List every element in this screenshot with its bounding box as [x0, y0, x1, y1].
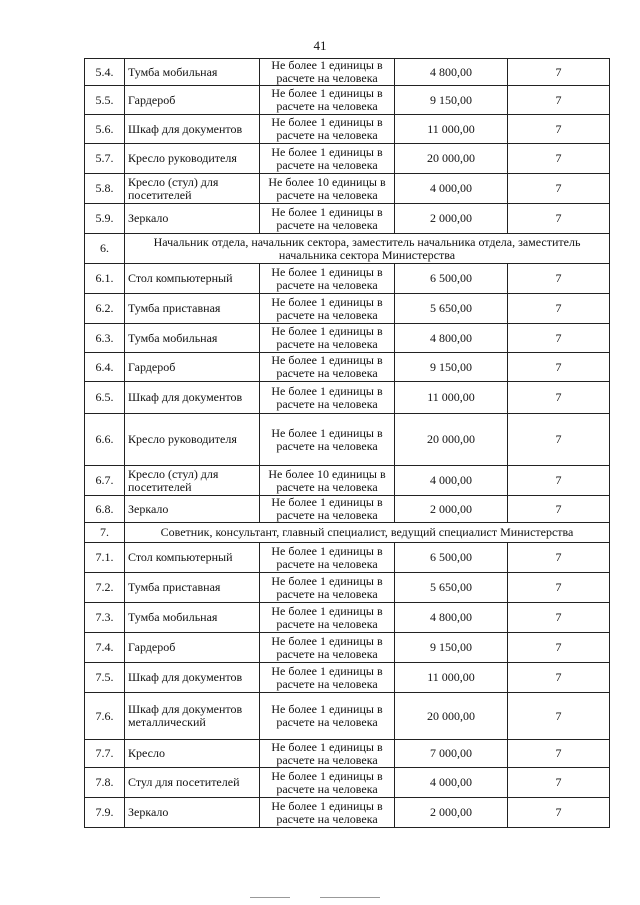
item-norm: Не более 1 единицы в расчете на человека	[260, 603, 395, 633]
row-number: 6.	[85, 234, 125, 264]
item-service-life: 7	[508, 693, 610, 740]
row-number: 7.	[85, 523, 125, 543]
table-row	[85, 174, 610, 204]
item-service-life: 7	[508, 496, 610, 523]
row-number: 5.7.	[85, 144, 125, 174]
section-row	[85, 234, 610, 264]
row-number: 5.4.	[85, 59, 125, 86]
item-norm: Не более 1 единицы в расчете на человека	[260, 382, 395, 414]
row-number: 6.4.	[85, 353, 125, 382]
row-number: 6.8.	[85, 496, 125, 523]
section-row	[85, 523, 610, 543]
table-row	[85, 204, 610, 234]
item-service-life: 7	[508, 543, 610, 573]
item-service-life: 7	[508, 414, 610, 466]
item-norm: Не более 1 единицы в расчете на человека	[260, 496, 395, 523]
item-name: Шкаф для документов	[125, 663, 260, 693]
furniture-norms-table	[84, 58, 610, 828]
item-service-life: 7	[508, 798, 610, 828]
item-price: 4 800,00	[395, 59, 508, 86]
table-row	[85, 768, 610, 798]
item-service-life: 7	[508, 740, 610, 768]
row-number: 7.8.	[85, 768, 125, 798]
item-name: Тумба приставная	[125, 573, 260, 603]
table-row	[85, 573, 610, 603]
item-price: 7 000,00	[395, 740, 508, 768]
item-name: Зеркало	[125, 798, 260, 828]
row-number: 7.5.	[85, 663, 125, 693]
item-norm: Не более 1 единицы в расчете на человека	[260, 59, 395, 86]
item-name: Тумба мобильная	[125, 324, 260, 353]
item-name: Кресло (стул) для посетителей	[125, 174, 260, 204]
item-service-life: 7	[508, 174, 610, 204]
item-name: Стул для посетителей	[125, 768, 260, 798]
section-title: Начальник отдела, начальник сектора, заместитель начальника отдела, заместитель начальника сектора Министерства	[125, 234, 610, 264]
item-name: Стол компьютерный	[125, 543, 260, 573]
item-norm: Не более 1 единицы в расчете на человека	[260, 798, 395, 828]
item-price: 9 150,00	[395, 353, 508, 382]
row-number: 6.2.	[85, 294, 125, 324]
row-number: 6.7.	[85, 466, 125, 496]
table-body	[85, 59, 610, 828]
table-row	[85, 798, 610, 828]
row-number: 7.6.	[85, 693, 125, 740]
item-price: 4 000,00	[395, 174, 508, 204]
row-number: 5.8.	[85, 174, 125, 204]
item-name: Кресло руководителя	[125, 144, 260, 174]
item-service-life: 7	[508, 294, 610, 324]
item-name: Кресло (стул) для посетителей	[125, 466, 260, 496]
item-name: Тумба мобильная	[125, 59, 260, 86]
item-norm: Не более 1 единицы в расчете на человека	[260, 294, 395, 324]
row-number: 7.9.	[85, 798, 125, 828]
item-price: 6 500,00	[395, 264, 508, 294]
item-norm: Не более 1 единицы в расчете на человека	[260, 144, 395, 174]
item-price: 9 150,00	[395, 86, 508, 115]
table-row	[85, 466, 610, 496]
table-row	[85, 543, 610, 573]
table-row	[85, 144, 610, 174]
item-norm: Не более 1 единицы в расчете на человека	[260, 740, 395, 768]
item-norm: Не более 1 единицы в расчете на человека	[260, 264, 395, 294]
item-service-life: 7	[508, 115, 610, 144]
item-price: 5 650,00	[395, 294, 508, 324]
row-number: 7.1.	[85, 543, 125, 573]
item-service-life: 7	[508, 144, 610, 174]
item-norm: Не более 1 единицы в расчете на человека	[260, 324, 395, 353]
item-price: 11 000,00	[395, 663, 508, 693]
row-number: 5.9.	[85, 204, 125, 234]
table-row	[85, 414, 610, 466]
table-row	[85, 86, 610, 115]
item-name: Зеркало	[125, 204, 260, 234]
item-price: 9 150,00	[395, 633, 508, 663]
item-price: 2 000,00	[395, 204, 508, 234]
table-row	[85, 59, 610, 86]
item-norm: Не более 1 единицы в расчете на человека	[260, 86, 395, 115]
item-service-life: 7	[508, 264, 610, 294]
item-name: Тумба приставная	[125, 294, 260, 324]
item-name: Шкаф для документов	[125, 115, 260, 144]
section-title: Советник, консультант, главный специалист, ведущий специалист Министерства	[125, 523, 610, 543]
item-name: Кресло руководителя	[125, 414, 260, 466]
item-price: 4 800,00	[395, 603, 508, 633]
item-service-life: 7	[508, 324, 610, 353]
item-name: Гардероб	[125, 86, 260, 115]
table-row	[85, 633, 610, 663]
row-number: 5.5.	[85, 86, 125, 115]
item-name: Шкаф для документов металлический	[125, 693, 260, 740]
row-number: 7.3.	[85, 603, 125, 633]
item-norm: Не более 1 единицы в расчете на человека	[260, 204, 395, 234]
item-price: 20 000,00	[395, 144, 508, 174]
item-service-life: 7	[508, 382, 610, 414]
item-service-life: 7	[508, 466, 610, 496]
item-name: Стол компьютерный	[125, 264, 260, 294]
item-norm: Не более 1 единицы в расчете на человека	[260, 543, 395, 573]
row-number: 7.2.	[85, 573, 125, 603]
item-price: 11 000,00	[395, 382, 508, 414]
item-service-life: 7	[508, 86, 610, 115]
table-row	[85, 740, 610, 768]
row-number: 6.6.	[85, 414, 125, 466]
table-row	[85, 693, 610, 740]
item-norm: Не более 1 единицы в расчете на человека	[260, 353, 395, 382]
item-name: Тумба мобильная	[125, 603, 260, 633]
item-norm: Не более 1 единицы в расчете на человека	[260, 693, 395, 740]
table-row	[85, 353, 610, 382]
item-service-life: 7	[508, 353, 610, 382]
item-name: Зеркало	[125, 496, 260, 523]
item-price: 6 500,00	[395, 543, 508, 573]
item-service-life: 7	[508, 204, 610, 234]
item-service-life: 7	[508, 663, 610, 693]
row-number: 7.7.	[85, 740, 125, 768]
item-price: 4 000,00	[395, 466, 508, 496]
item-price: 5 650,00	[395, 573, 508, 603]
table-row	[85, 264, 610, 294]
item-price: 4 800,00	[395, 324, 508, 353]
row-number: 6.1.	[85, 264, 125, 294]
row-number: 6.5.	[85, 382, 125, 414]
item-name: Шкаф для документов	[125, 382, 260, 414]
item-norm: Не более 10 единицы в расчете на человека	[260, 174, 395, 204]
row-number: 7.4.	[85, 633, 125, 663]
item-price: 2 000,00	[395, 798, 508, 828]
item-norm: Не более 1 единицы в расчете на человека	[260, 633, 395, 663]
item-norm: Не более 10 единицы в расчете на человека	[260, 466, 395, 496]
item-service-life: 7	[508, 573, 610, 603]
item-norm: Не более 1 единицы в расчете на человека	[260, 768, 395, 798]
table-row	[85, 603, 610, 633]
footer-scan-marks	[250, 897, 450, 899]
item-service-life: 7	[508, 603, 610, 633]
item-price: 20 000,00	[395, 414, 508, 466]
table-row	[85, 294, 610, 324]
item-norm: Не более 1 единицы в расчете на человека	[260, 663, 395, 693]
item-price: 11 000,00	[395, 115, 508, 144]
row-number: 6.3.	[85, 324, 125, 353]
item-norm: Не более 1 единицы в расчете на человека	[260, 414, 395, 466]
item-service-life: 7	[508, 633, 610, 663]
item-service-life: 7	[508, 768, 610, 798]
table-row	[85, 382, 610, 414]
item-price: 4 000,00	[395, 768, 508, 798]
table-row	[85, 663, 610, 693]
item-service-life: 7	[508, 59, 610, 86]
table-row	[85, 324, 610, 353]
item-norm: Не более 1 единицы в расчете на человека	[260, 573, 395, 603]
table-row	[85, 496, 610, 523]
item-name: Гардероб	[125, 633, 260, 663]
table-row	[85, 115, 610, 144]
item-name: Гардероб	[125, 353, 260, 382]
row-number: 5.6.	[85, 115, 125, 144]
item-norm: Не более 1 единицы в расчете на человека	[260, 115, 395, 144]
item-price: 20 000,00	[395, 693, 508, 740]
item-price: 2 000,00	[395, 496, 508, 523]
item-name: Кресло	[125, 740, 260, 768]
page-number: 41	[313, 38, 327, 53]
